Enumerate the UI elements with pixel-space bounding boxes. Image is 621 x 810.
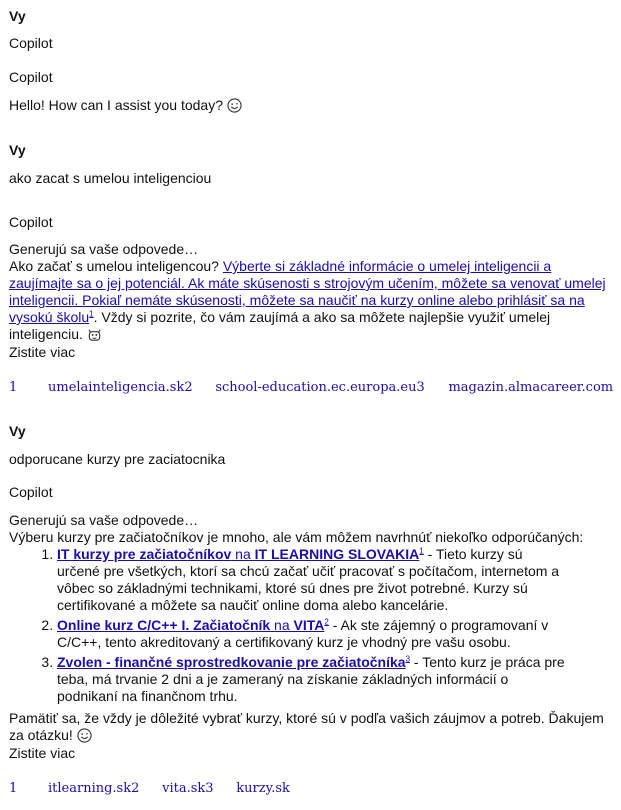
provider-link[interactable]: IT LEARNING SLOVAKIA (254, 546, 420, 562)
course-list (9, 546, 569, 706)
learn-more-label: Zistite viac (9, 344, 76, 360)
answer-suffix: . Vždy si pozrite, čo vám zaujímá a ako sa môžete najlepšie využiť umelej inteligenciu. (9, 309, 551, 342)
closing-message (9, 710, 609, 744)
generating-status: Generujú sa vaše odpovede… (9, 512, 199, 528)
greeting-text: Hello! How can I assist you today? (9, 97, 223, 113)
source-link[interactable]: magazin.almacareer.com (448, 380, 614, 395)
citation-badge[interactable]: 2 (324, 617, 329, 627)
user-message: odporucane kurzy pre zaciatocnika (9, 451, 226, 467)
source-index: 3 (205, 781, 214, 796)
source-index: 1 (9, 380, 18, 395)
source-link[interactable]: umelainteligencia.sk (48, 380, 185, 395)
source-link[interactable]: itlearning.sk (48, 781, 132, 796)
generating-status: Generujú sa vaše odpovede… (9, 241, 199, 257)
course-description: - Ak ste zájemný o programovaní v C/C++, tento akreditovaný a certifikovaný kurz je vhodný pre vašu osobu. (57, 617, 549, 650)
provider-link[interactable]: VITA (293, 617, 325, 633)
bot-answer (9, 258, 609, 343)
source-links (9, 380, 613, 395)
course-link-connector[interactable]: na (231, 546, 255, 562)
course-link[interactable]: Online kurz C/C++ I. Začiatočník (57, 617, 271, 633)
citation-badge[interactable]: 1 (419, 546, 424, 556)
citation-badge[interactable]: 1 (89, 309, 94, 319)
list-item (57, 654, 569, 705)
source-index: 2 (131, 781, 140, 796)
source-link[interactable]: school-education.ec.europa.eu (215, 380, 417, 395)
list-item (57, 617, 569, 651)
bot-message (9, 97, 242, 114)
course-link[interactable]: Zvolen - finančné sprostredkovanie pre začiatočníka (57, 654, 406, 670)
source-index: 3 (416, 380, 425, 395)
course-link-connector[interactable]: na (270, 617, 294, 633)
list-item (57, 546, 569, 614)
user-label: Vy (9, 8, 26, 24)
learn-more-label: Zistite viac (9, 745, 76, 761)
source-index: 1 (9, 781, 18, 796)
source-links (9, 781, 290, 796)
closing-text: Pamätiť sa, že vždy je dôležité vybrať kurzy, ktoré sú v podľa vašich záujmov a potreb. Ďakujem za otázku! (9, 710, 604, 743)
user-label: Vy (9, 423, 26, 439)
citation-badge[interactable]: 3 (405, 654, 411, 664)
robot-face-icon (87, 327, 102, 342)
answer-prefix: Ako začať s umelou inteligencou? (9, 258, 223, 274)
course-link[interactable]: IT kurzy pre začiatočníkov (57, 546, 232, 562)
source-link[interactable]: kurzy.sk (236, 781, 290, 796)
course-description: - Tento kurz je práca pre teba, má trvanie 2 dni a je zameraný na získanie základných informácií o podnikaní na finančnom trhu. (57, 654, 565, 704)
source-index: 2 (184, 380, 193, 395)
user-message: ako zacat s umelou inteligenciou (9, 170, 212, 186)
bot-label: Copilot (9, 214, 53, 230)
source-link[interactable]: vita.sk (162, 781, 206, 796)
answer-source-link[interactable]: Výberte si základné informácie o umelej inteligencii a zaujímajte sa o jej potenciál. Ak máte skúsenosti s strojovým učením, môžete sa venovať umelej inteligencii. Pokiaľ nemáte skúsenosti, môžete sa naučiť na kurzy online alebo prihlásiť sa na vysokú školu (9, 258, 606, 325)
bot-label: Copilot (9, 484, 53, 500)
answer-intro: Výberu kurzy pre začiatočníkov je mnoho, ale vám môžem navrhnúť niekoľko odporúčaných: (9, 529, 584, 545)
smile-icon (77, 728, 92, 743)
bot-label: Copilot (9, 69, 53, 85)
bot-label: Copilot (9, 35, 53, 51)
user-label: Vy (9, 142, 26, 158)
smile-icon (227, 98, 242, 113)
course-description: - Tieto kurzy sú určené pre všetkých, ktorí sa chcú začať učiť pracovať s počítačom, internetom a vôbec so základnými technikami, ktoré sú dnes pre život potrebné. Kurzy sú certifikované a môžete sa naučiť online doma alebo kancelárie. (57, 546, 560, 613)
